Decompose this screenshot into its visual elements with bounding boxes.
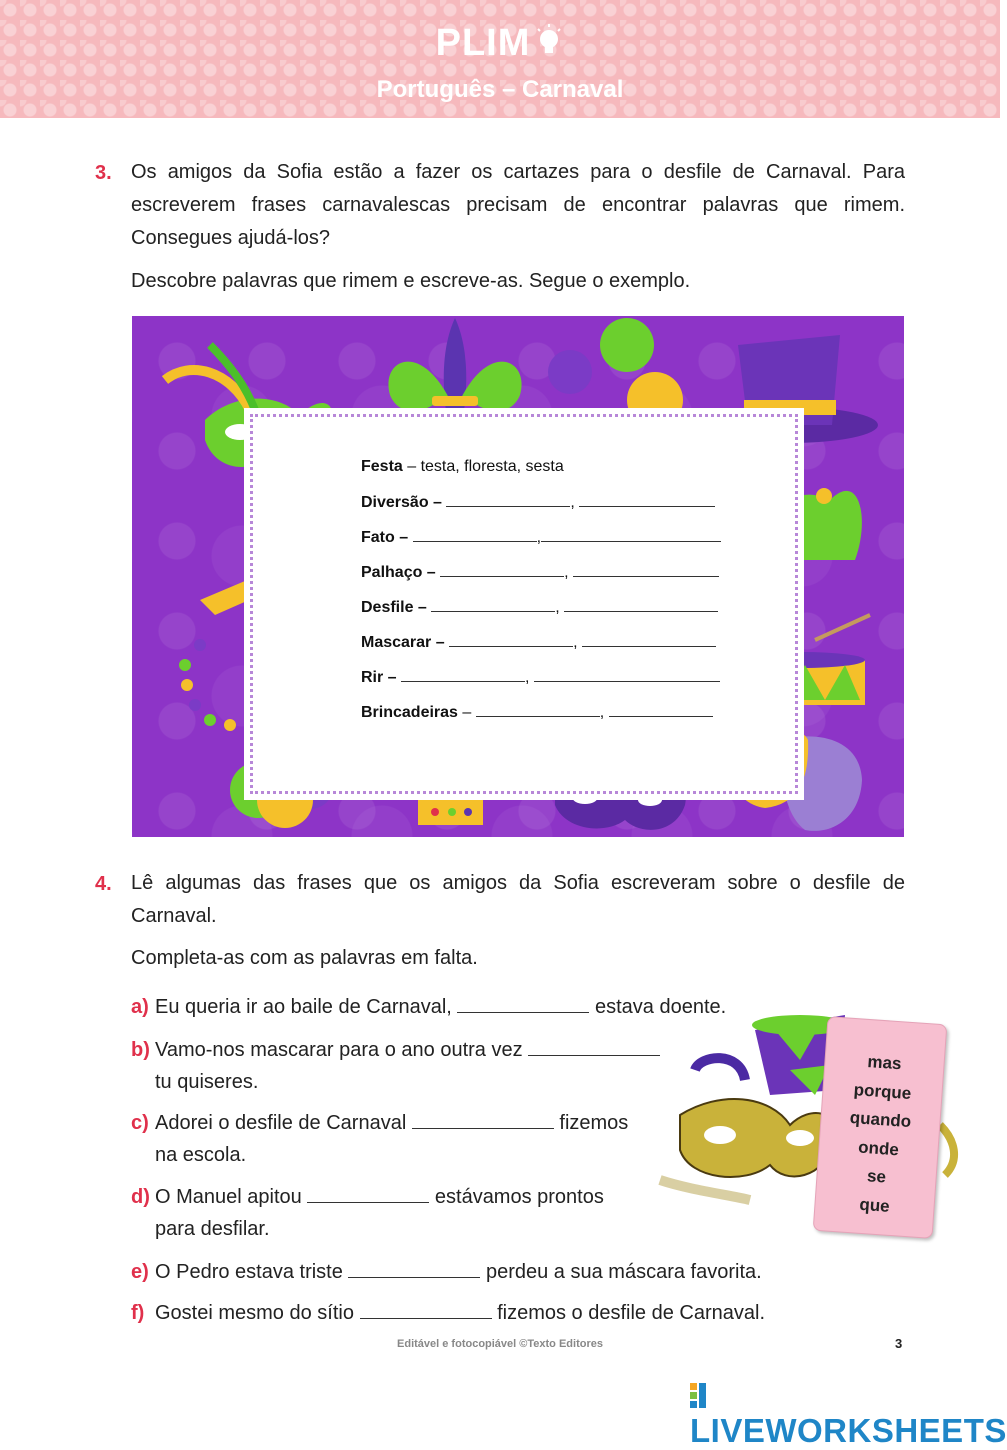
rhyme-word: Fato – [361, 529, 409, 546]
rhyme-row [361, 491, 715, 514]
answer-blank[interactable] [446, 491, 570, 507]
task-letter: d) [131, 1186, 150, 1208]
comma-separator: , [599, 704, 605, 721]
answer-blank[interactable] [440, 561, 564, 577]
task-e [131, 1256, 762, 1288]
copyright-footer: Editável e fotocopiável ©Texto Editores [397, 1338, 603, 1350]
question-4-number: 4. [95, 873, 112, 895]
comma-separator: , [536, 529, 542, 546]
task-text: tu quiseres. [155, 1071, 259, 1093]
answer-blank[interactable] [582, 631, 716, 647]
answer-blank[interactable] [431, 596, 555, 612]
rhyme-row [361, 526, 721, 549]
question-3-text: Os amigos da Sofia estão a fazer os cartazes para o desfile de Carnaval. Para escreverem frases carnavalescas precisam de encontrar palavras que rimem. Consegues ajudá-los? [131, 161, 905, 249]
task-a [131, 991, 726, 1023]
task-letter: b) [131, 1039, 150, 1061]
task-b [131, 1034, 660, 1098]
rhyme-word: Brincadeiras [361, 704, 458, 721]
fill-blank[interactable] [528, 1038, 660, 1056]
page-number: 3 [895, 1336, 903, 1351]
fill-blank[interactable] [360, 1301, 492, 1319]
comma-separator: , [564, 564, 569, 581]
task-text: Vamo-nos mascarar para o ano outra vez [155, 1039, 529, 1061]
rhyme-word: Rir – [361, 669, 397, 686]
word-bank-item[interactable]: mas [866, 1051, 903, 1074]
task-text: estávamos prontos [429, 1186, 604, 1208]
answer-blank[interactable] [573, 561, 719, 577]
fill-blank[interactable] [457, 995, 589, 1013]
task-text: na escola. [155, 1144, 247, 1166]
answer-blank[interactable] [401, 666, 525, 682]
rhyme-row [361, 631, 716, 654]
fill-blank[interactable] [348, 1260, 480, 1278]
comma-separator: , [573, 634, 578, 651]
task-text: O Pedro estava triste [155, 1261, 349, 1283]
rhyme-word: Mascarar – [361, 634, 445, 651]
word-bank-item[interactable]: se [866, 1166, 887, 1187]
balloons-icon [548, 318, 683, 428]
fill-blank[interactable] [412, 1111, 554, 1129]
task-c [131, 1107, 628, 1171]
word-bank-item[interactable]: onde [857, 1137, 900, 1159]
golden-mask-icon [680, 1099, 836, 1177]
task-text: fizemos [553, 1112, 629, 1134]
word-bank-item[interactable]: quando [849, 1107, 912, 1132]
task-text: O Manuel apitou [155, 1186, 308, 1208]
dash-separator: – [457, 704, 472, 721]
example-answers: – testa, floresta, sesta [402, 458, 564, 475]
question-3-instruction: Descobre palavras que rimem e escreve-as. Segue o exemplo. [131, 270, 691, 292]
word-bank-item[interactable]: porque [853, 1079, 912, 1103]
task-f [131, 1297, 765, 1329]
fill-blank[interactable] [307, 1185, 429, 1203]
task-text: para desfilar. [155, 1218, 270, 1240]
answer-blank[interactable] [534, 666, 720, 682]
comma-separator: , [525, 669, 530, 686]
answer-blank[interactable] [579, 491, 715, 507]
task-text: Adorei o desfile de Carnaval [155, 1112, 412, 1134]
answer-blank[interactable] [413, 526, 537, 542]
question-4-instruction: Completa-as com as palavras em falta. [131, 947, 478, 969]
answer-blank[interactable] [449, 631, 573, 647]
word-bank-item[interactable]: que [858, 1194, 891, 1216]
task-text: Gostei mesmo do sítio [155, 1302, 360, 1324]
task-text: Eu queria ir ao baile de Carnaval, [155, 996, 458, 1018]
example-word: Festa [361, 458, 403, 475]
answer-blank[interactable] [541, 526, 721, 542]
task-letter: f) [131, 1302, 145, 1324]
rhyme-row [361, 596, 718, 619]
rhyme-word: Palhaço – [361, 564, 436, 581]
rhyme-word: Diversão – [361, 494, 442, 511]
task-letter: c) [131, 1112, 149, 1134]
liveworksheets-watermark [690, 1374, 1007, 1450]
liveworksheets-logo-icon [690, 1381, 716, 1409]
rhyme-row [361, 666, 720, 689]
task-letter: e) [131, 1261, 149, 1283]
answer-blank[interactable] [476, 701, 600, 717]
comma-separator: , [570, 494, 575, 511]
watermark-text: LIVEWORKSHEETS [690, 1412, 1007, 1449]
rhyme-row [361, 561, 719, 584]
task-d [131, 1181, 604, 1245]
header-subtitle: Português – Carnaval [376, 76, 624, 103]
brand-name: PLIM [435, 22, 531, 64]
task-text: estava doente. [589, 996, 727, 1018]
question-3-number: 3. [95, 162, 112, 184]
question-4-text: Lê algumas das frases que os amigos da Sofia escreveram sobre o desfile de Carnaval. [131, 872, 905, 927]
task-text: perdeu a sua máscara favorita. [480, 1261, 762, 1283]
rhyme-word: Desfile – [361, 599, 427, 616]
task-letter: a) [131, 996, 149, 1018]
answer-blank[interactable] [564, 596, 718, 612]
rhyme-row [361, 701, 713, 724]
comma-separator: , [555, 599, 560, 616]
rhyme-example [361, 456, 564, 478]
word-bank-card [813, 1016, 948, 1239]
answer-blank[interactable] [609, 701, 713, 717]
task-text: fizemos o desfile de Carnaval. [491, 1302, 765, 1324]
